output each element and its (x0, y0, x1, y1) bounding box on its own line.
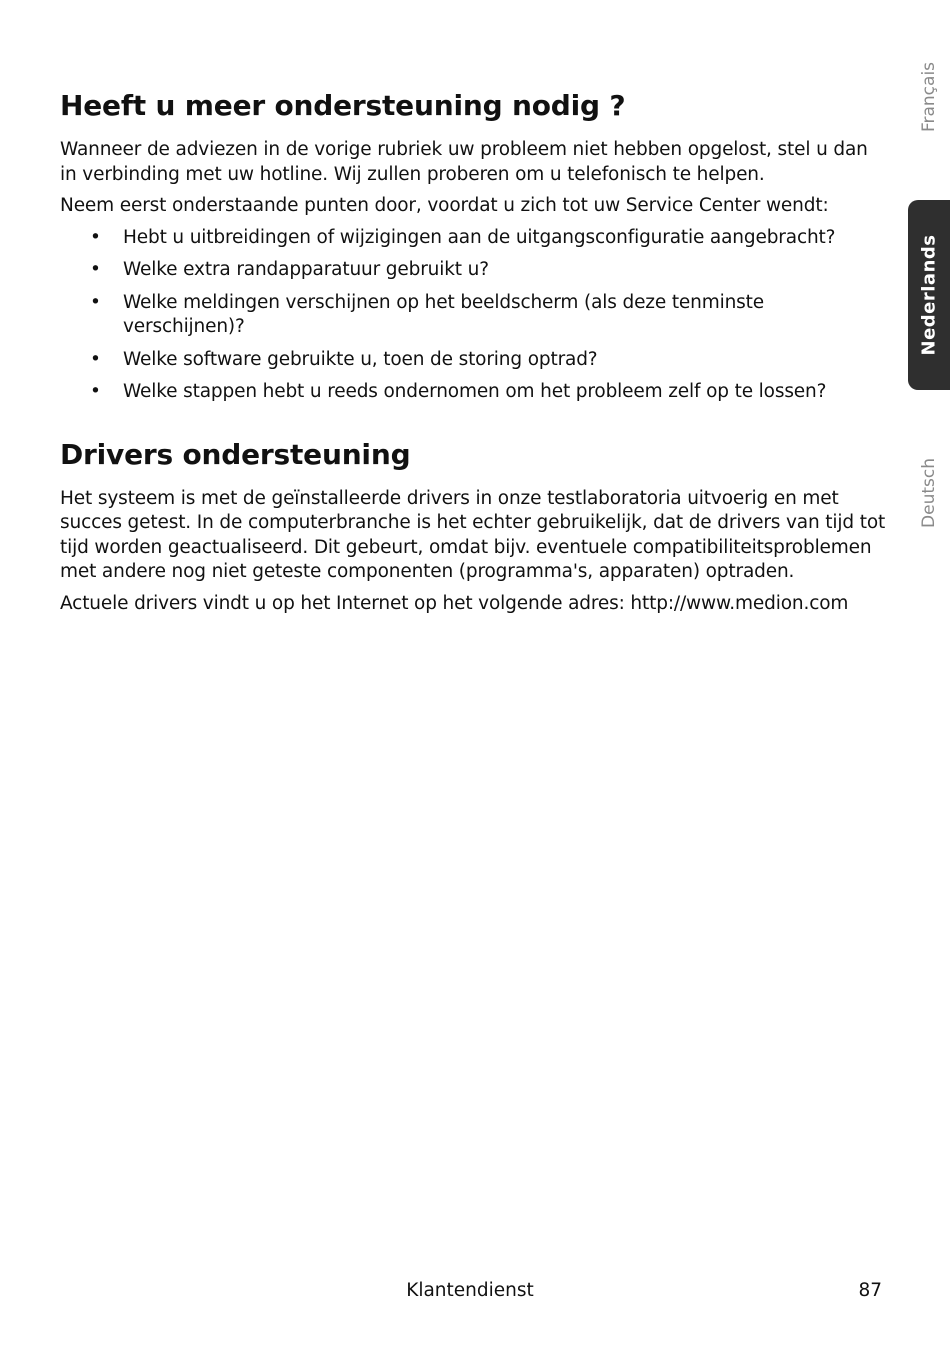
list-item (60, 348, 890, 373)
drivers-paragraph: Het systeem is met de geïnstalleerde drivers in onze testlaboratoria uitvoerig en met succes getest. In de computerbranche is het echter gebruikelijk, dat de drivers van tijd tot tijd worden geactualiseerd. Dit gebeurt, omdat bijv. eventuele compatibiliteitsproblemen met andere nog niet geteste componenten (programma's, apparaten) optraden. (60, 487, 886, 582)
drivers-url-paragraph: Actuele drivers vindt u op het Internet op het volgende adres: http://www.medion.com (60, 592, 849, 614)
list-item (60, 226, 890, 251)
language-tab-nederlands[interactable] (908, 200, 950, 390)
language-tab-deutsch[interactable] (908, 448, 950, 538)
bullet-glyph: • (90, 381, 101, 402)
support-intro-paragraph: Wanneer de adviezen in de vorige rubriek uw probleem niet hebben opgelost, stel u dan in verbinding met uw hotline. Wij zullen proberen om u telefonisch te helpen. (60, 139, 868, 185)
list-item-text: Welke software gebruikte u, toen de storing optrad? (123, 348, 598, 370)
footer-section-title: Klantendienst (406, 1280, 534, 1301)
list-item (60, 258, 890, 283)
language-tab-label: Deutsch (919, 458, 939, 528)
list-item (60, 380, 890, 405)
list-item-text: Welke meldingen verschijnen op het beeldscherm (als deze tenminste verschijnen)? (123, 291, 764, 337)
support-checklist-intro: Neem eerst onderstaande punten door, voordat u zich tot uw Service Center wendt: (60, 195, 829, 216)
page-content (60, 84, 890, 623)
bullet-glyph: • (90, 291, 101, 313)
language-tab-francais[interactable] (908, 52, 950, 142)
support-checklist (60, 226, 890, 405)
section-heading-drivers: Drivers ondersteuning (60, 437, 411, 471)
page-number: 87 (858, 1280, 882, 1301)
bullet-glyph: • (90, 226, 101, 248)
list-item (60, 291, 890, 340)
list-item-text: Welke extra randapparatuur gebruikt u? (123, 259, 489, 280)
language-tab-label: Français (919, 61, 939, 133)
bullet-glyph: • (90, 259, 101, 280)
list-item-text: Hebt u uitbreidingen of wijzigingen aan de uitgangsconfiguratie aangebracht? (123, 226, 836, 248)
bullet-glyph: • (90, 348, 101, 370)
language-tab-label: Nederlands (918, 234, 940, 356)
list-item-text: Welke stappen hebt u reeds ondernomen om het probleem zelf op te lossen? (123, 381, 827, 402)
section-heading-support: Heeft u meer ondersteuning nodig ? (60, 89, 626, 122)
